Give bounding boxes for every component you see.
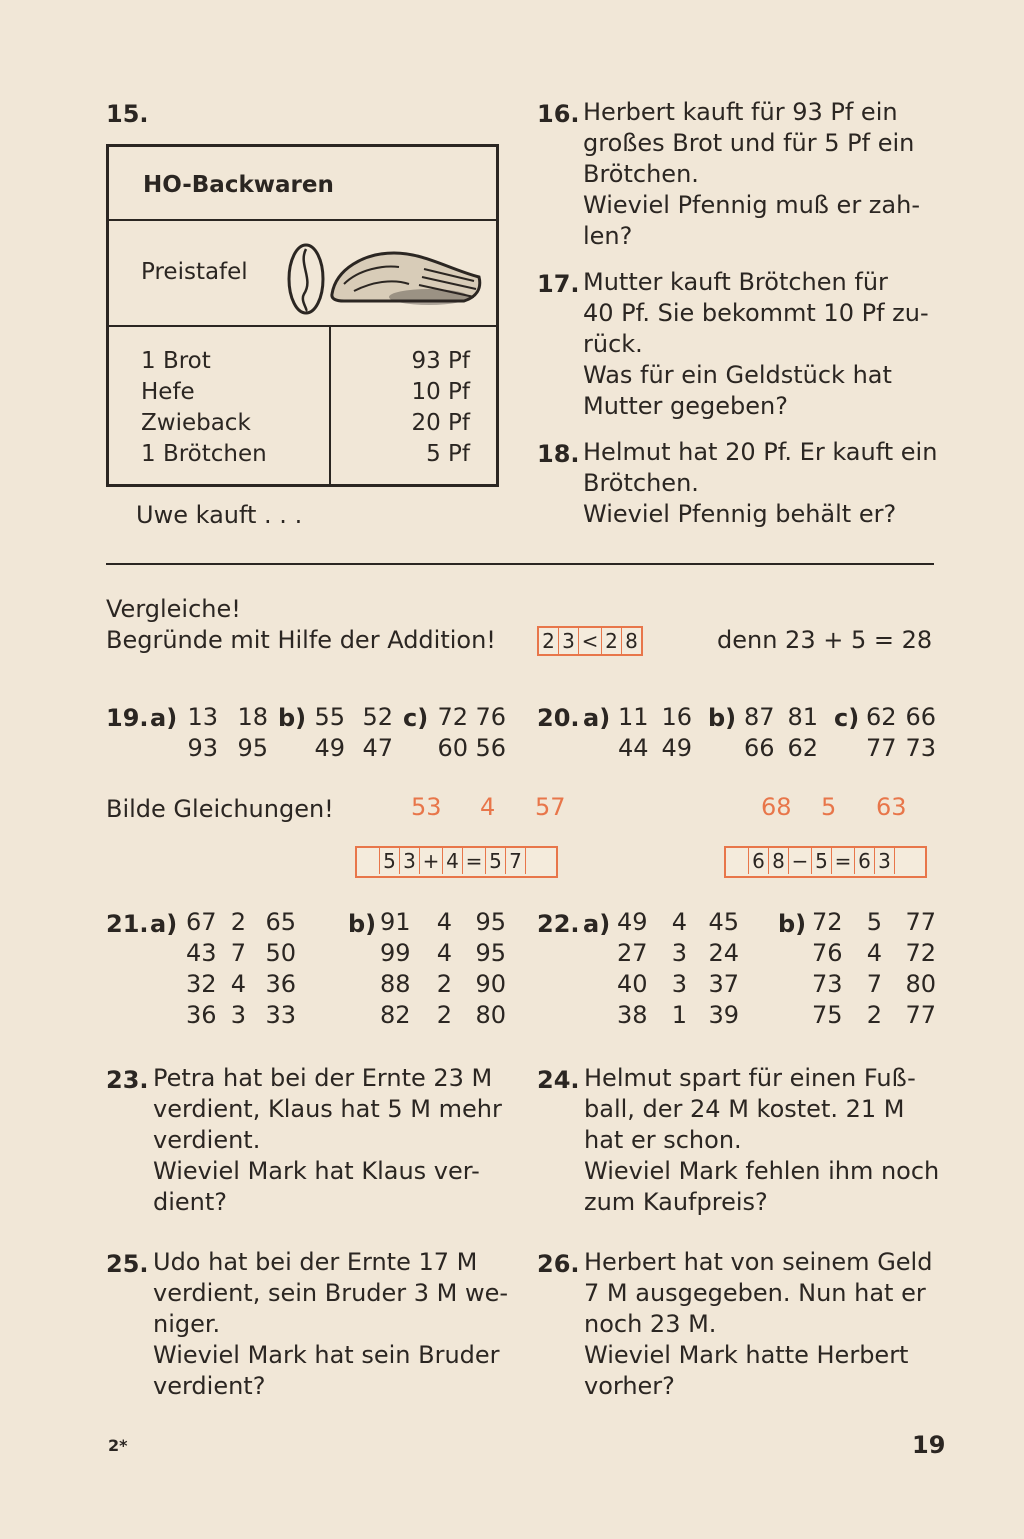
ex21-b-values: 91 4 95 99 4 95 88 2 90 82 2 80 bbox=[380, 908, 506, 1029]
exercise-25-text: Udo hat bei der Ernte 17 M verdient, sein Bruder 3 M we- niger. Wieviel Mark hat sein Bruder verdient? bbox=[153, 1248, 509, 1400]
equations-heading: Bilde Gleichungen! bbox=[106, 795, 334, 823]
right-number-3: 63 bbox=[876, 793, 907, 821]
exercise-15-number: 15. bbox=[106, 100, 149, 128]
roll-icon bbox=[289, 245, 323, 313]
exercise-18-number: 18. bbox=[537, 440, 580, 468]
ex20-a-values: 11 16 44 49 bbox=[618, 703, 692, 762]
compare-example-strip: 2 3 < 2 8 bbox=[537, 626, 643, 656]
ex19-c-values: 72 76 60 56 bbox=[437, 703, 506, 762]
right-number-2: 5 bbox=[821, 793, 837, 821]
exercise-17-number: 17. bbox=[537, 270, 580, 298]
ex20-c-values: 62 66 77 73 bbox=[866, 703, 936, 762]
bread-illustration bbox=[284, 239, 484, 317]
ex22-b-values: 72 5 77 76 4 72 73 7 80 75 2 77 bbox=[812, 908, 936, 1029]
exercise-19-number: 19. bbox=[106, 704, 149, 732]
ex20-a-label: a) bbox=[583, 704, 611, 732]
right-equation-strip: 6 8 − 5 = 6 3 bbox=[724, 846, 927, 878]
exercise-26-number: 26. bbox=[537, 1250, 580, 1278]
exercise-24-text: Helmut spart für einen Fuß- ball, der 24 M kostet. 21 M hat er schon. Wieviel Mark fehlen ihm noch zum Kaufpreis? bbox=[584, 1064, 940, 1216]
ex19-a-values: 13 18 93 95 bbox=[187, 703, 268, 762]
ex20-c-label: c) bbox=[834, 704, 860, 732]
left-equation-strip: 5 3 + 4 = 5 7 bbox=[355, 846, 558, 878]
left-number-3: 57 bbox=[535, 793, 566, 821]
exercise-23-number: 23. bbox=[106, 1066, 149, 1094]
loaf-icon bbox=[332, 253, 480, 305]
section-divider bbox=[106, 563, 934, 565]
ex19-a-label: a) bbox=[150, 704, 178, 732]
ex19-b-values: 55 52 49 47 bbox=[314, 703, 393, 762]
ex22-b-label: b) bbox=[778, 910, 807, 938]
left-number-1: 53 bbox=[411, 793, 442, 821]
exercise-23-text: Petra hat bei der Ernte 23 M verdient, Klaus hat 5 M mehr verdient. Wieviel Mark hat Klaus ver- dient? bbox=[153, 1064, 502, 1216]
exercise-25-number: 25. bbox=[106, 1250, 149, 1278]
table-divider bbox=[329, 327, 331, 484]
ex21-a-values: 67 2 65 43 7 50 32 4 36 36 3 33 bbox=[186, 908, 296, 1029]
compare-reason: denn 23 + 5 = 28 bbox=[717, 626, 933, 654]
price-table bbox=[106, 144, 499, 487]
exercise-18-text: Helmut hat 20 Pf. Er kauft ein Brötchen. Wieviel Pfennig behält er? bbox=[583, 438, 938, 528]
ex21-a-label: a) bbox=[150, 910, 178, 938]
table-title: HO-Backwaren bbox=[143, 172, 334, 198]
ex19-c-label: c) bbox=[403, 704, 429, 732]
table-subtitle: Preistafel bbox=[141, 259, 248, 285]
compare-instructions: Vergleiche! Begründe mit Hilfe der Addition! bbox=[106, 595, 496, 654]
exercise-26-text: Herbert hat von seinem Geld 7 M ausgegeben. Nun hat er noch 23 M. Wieviel Mark hatte Herbert vorher? bbox=[584, 1248, 933, 1400]
exercise-16-text: Herbert kauft für 93 Pf ein großes Brot und für 5 Pf ein Brötchen. Wieviel Pfennig muß er zah- len? bbox=[583, 98, 920, 250]
exercise-16-number: 16. bbox=[537, 100, 580, 128]
ex21-b-label: b) bbox=[348, 910, 377, 938]
exercise-21-number: 21. bbox=[106, 910, 149, 938]
exercise-22-number: 22. bbox=[537, 910, 580, 938]
ex19-b-label: b) bbox=[278, 704, 307, 732]
ex22-a-values: 49 4 45 27 3 24 40 3 37 38 1 39 bbox=[617, 908, 739, 1029]
left-number-2: 4 bbox=[480, 793, 496, 821]
table-items: 1 Brot Hefe Zwieback 1 Brötchen bbox=[141, 348, 267, 467]
exercise-24-number: 24. bbox=[537, 1066, 580, 1094]
signature-mark: 2* bbox=[108, 1436, 128, 1455]
exercise-20-number: 20. bbox=[537, 704, 580, 732]
page-number: 19 bbox=[912, 1431, 946, 1459]
table-caption: Uwe kauft . . . bbox=[136, 501, 303, 529]
ex20-b-label: b) bbox=[708, 704, 737, 732]
ex20-b-values: 87 81 66 62 bbox=[744, 703, 818, 762]
ex22-a-label: a) bbox=[583, 910, 611, 938]
right-number-1: 68 bbox=[761, 793, 792, 821]
table-prices: 93 Pf 10 Pf 20 Pf 5 Pf bbox=[411, 348, 470, 467]
exercise-17-text: Mutter kauft Brötchen für 40 Pf. Sie bekommt 10 Pf zu- rück. Was für ein Geldstück hat Mutter gegeben? bbox=[583, 268, 929, 420]
